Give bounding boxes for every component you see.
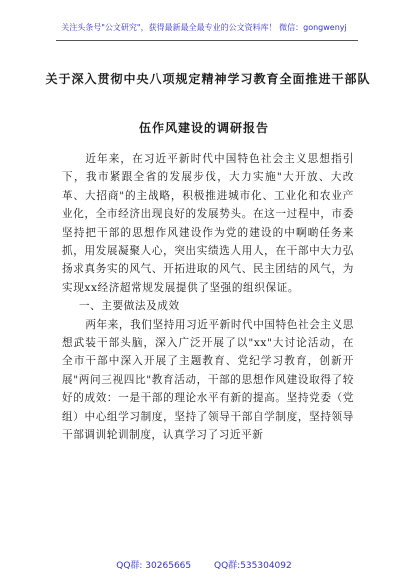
document-body [62, 150, 354, 445]
paragraph-practices: 两年来，我们坚持用习近平新时代中国特色社会主义思想武装干部头脑，深入广泛开展了以"xx"大讨论活动，在全市干部中深入开展了主题教育、党纪学习教育，创新开展"两问三视四比"教育活动，干部的思想作风建设取得了较好的成效：一是干部的理论水平有新的提高。坚持党委（党组）中心组学习制度，坚持了领导干部自学制度，坚持领导干部调训轮训制度，认真学习了习近平新 [62, 318, 354, 442]
footer [0, 558, 408, 571]
footer-qq-group-1: QQ群: 30265665 [116, 561, 192, 571]
header-notice: 关注头条号"公文研究"，获得最新最全最专业的公文资料库！ 微信：gongwenyj [61, 23, 347, 32]
paragraph-intro: 近年来，在习近平新时代中国特色社会主义思想指引下，我市紧跟全省的发展步伐，大力实施"大开放、大改革、大招商"的主战略，积极推进城市化、工业化和农业产业化，全市经济出现良好的发展势头。在这一过程中，市委坚持把干部的思想作风建设作为党的建设的中啊啲任务来抓，用发展凝聚人心，突出实绩选人用人，在干部中大力弘扬求真务实的风气、开拓进取的风气、民主团结的风气，为实现xx经济超常规发展提供了坚强的组织保证。 [62, 153, 354, 294]
header-divider [56, 40, 358, 41]
document-title-line2: 伍作风建设的调研报告 [138, 121, 269, 135]
footer-qq-group-2: QQ群:535304092 [214, 561, 292, 571]
section-heading: 一、主要做法及成效 [78, 300, 180, 313]
document-title-line1: 关于深入贯彻中央八项规定精神学习教育全面推进干部队 [45, 72, 371, 86]
